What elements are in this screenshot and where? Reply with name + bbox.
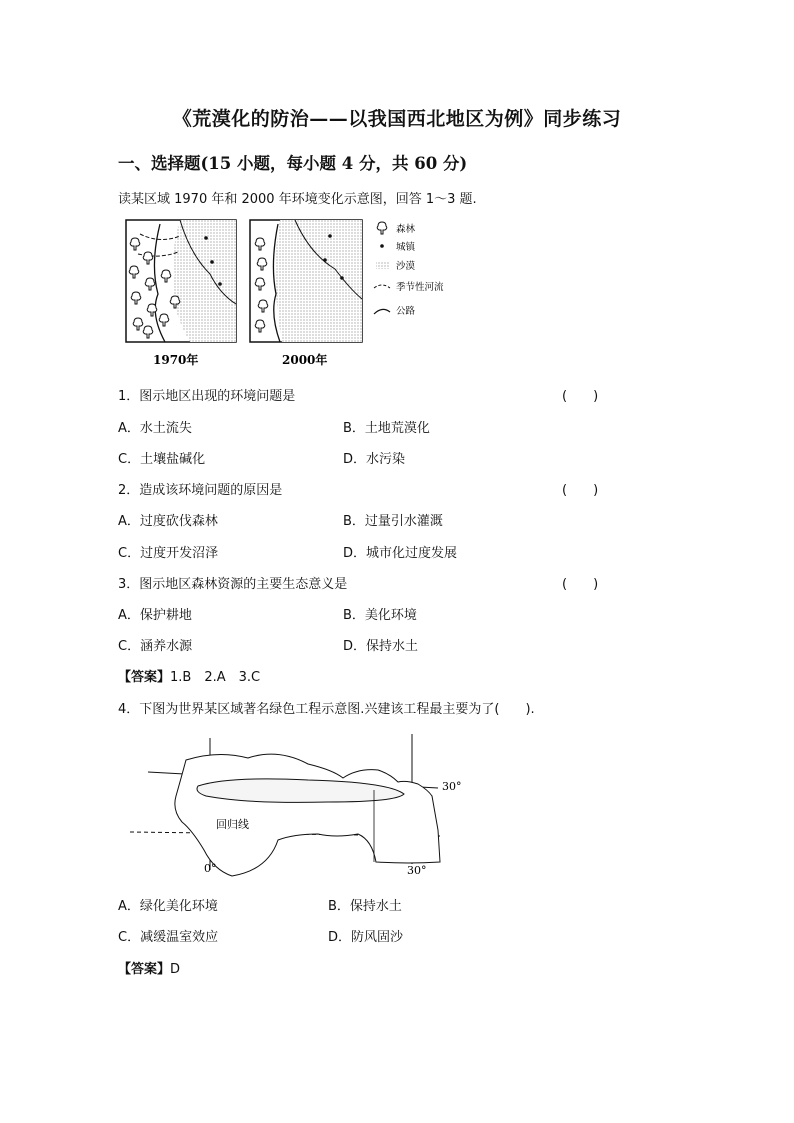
legend-label-road: 公路: [396, 306, 416, 317]
intro-text: 读某区域 1970 年和 2000 年环境变化示意图，回答 1～3 题.: [118, 192, 477, 207]
answer-label: 【答案】: [118, 962, 171, 977]
lon-30-label: 30°: [407, 864, 427, 877]
question-2-option-c: C．过度开发沼泽: [118, 546, 219, 561]
question-3-stem: 3．图示地区森林资源的主要生态意义是: [118, 577, 348, 592]
dashed-river-icon: [374, 285, 390, 288]
map-label-1970: 1970年: [153, 353, 199, 367]
question-4-option-b: B．保持水土: [328, 899, 402, 914]
figure-1-maps: [120, 214, 480, 374]
question-1-stem: 1．图示地区出现的环境问题是: [118, 389, 296, 404]
section-heading: 一、选择题(15 小题，每小题 4 分，共 60 分): [118, 154, 468, 173]
question-3-option-d: D．保持水土: [343, 639, 419, 654]
question-3-option-b: B．美化环境: [343, 608, 417, 623]
answer-label: 【答案】: [118, 670, 171, 685]
question-3-option-c: C．涵养水源: [118, 639, 193, 654]
question-3-paren: ( ): [562, 577, 599, 592]
question-2-option-d: D．城市化过度发展: [343, 546, 458, 561]
sand-icon: [376, 261, 390, 269]
lat-30-label: 30°: [442, 780, 462, 793]
question-1-option-a: A．水土流失: [118, 421, 192, 436]
question-4-option-a: A．绿化美化环境: [118, 899, 218, 914]
legend-label-forest: 森林: [396, 224, 416, 235]
legend: [374, 222, 444, 317]
question-2-option-a: A．过度砍伐森林: [118, 514, 218, 529]
road-icon: [374, 309, 390, 314]
question-2-stem: 2．造成该环境问题的原因是: [118, 483, 283, 498]
tropic-label: 回归线: [216, 818, 249, 831]
question-1-option-b: B．土地荒漠化: [343, 421, 430, 436]
dot-icon: [380, 244, 384, 248]
question-1-option-d: D．水污染: [343, 452, 406, 467]
answer-4: [118, 958, 180, 977]
question-4-option-c: C．减缓温室效应: [118, 930, 219, 945]
question-4-stem: 4．下图为世界某区域著名绿色工程示意图.兴建该工程最主要为了( ).: [118, 702, 535, 717]
question-4-option-d: D．防风固沙: [328, 930, 404, 945]
map-label-2000: 2000年: [282, 353, 328, 367]
question-2-option-b: B．过量引水灌溉: [343, 514, 443, 529]
page-title: 《荒漠化的防治——以我国西北地区为例》同步练习: [172, 108, 622, 130]
legend-label-town: 城镇: [396, 242, 416, 253]
question-2-paren: ( ): [562, 483, 599, 498]
question-1-option-c: C．土壤盐碱化: [118, 452, 206, 467]
tree-icon: [377, 222, 387, 234]
map-2000: [250, 220, 362, 342]
legend-label-desert: 沙漠: [396, 261, 416, 272]
lon-0-label: 0°: [204, 862, 217, 875]
legend-label-river: 季节性河流: [396, 282, 444, 293]
answer-text: D: [170, 962, 181, 977]
map-1970: [126, 220, 236, 342]
question-3-option-a: A．保护耕地: [118, 608, 192, 623]
figure-2-map: [128, 730, 468, 880]
answer-1-3: [118, 666, 260, 685]
answer-text: 1.B 2.A 3.C: [170, 670, 261, 685]
question-1-paren: ( ): [562, 389, 599, 404]
